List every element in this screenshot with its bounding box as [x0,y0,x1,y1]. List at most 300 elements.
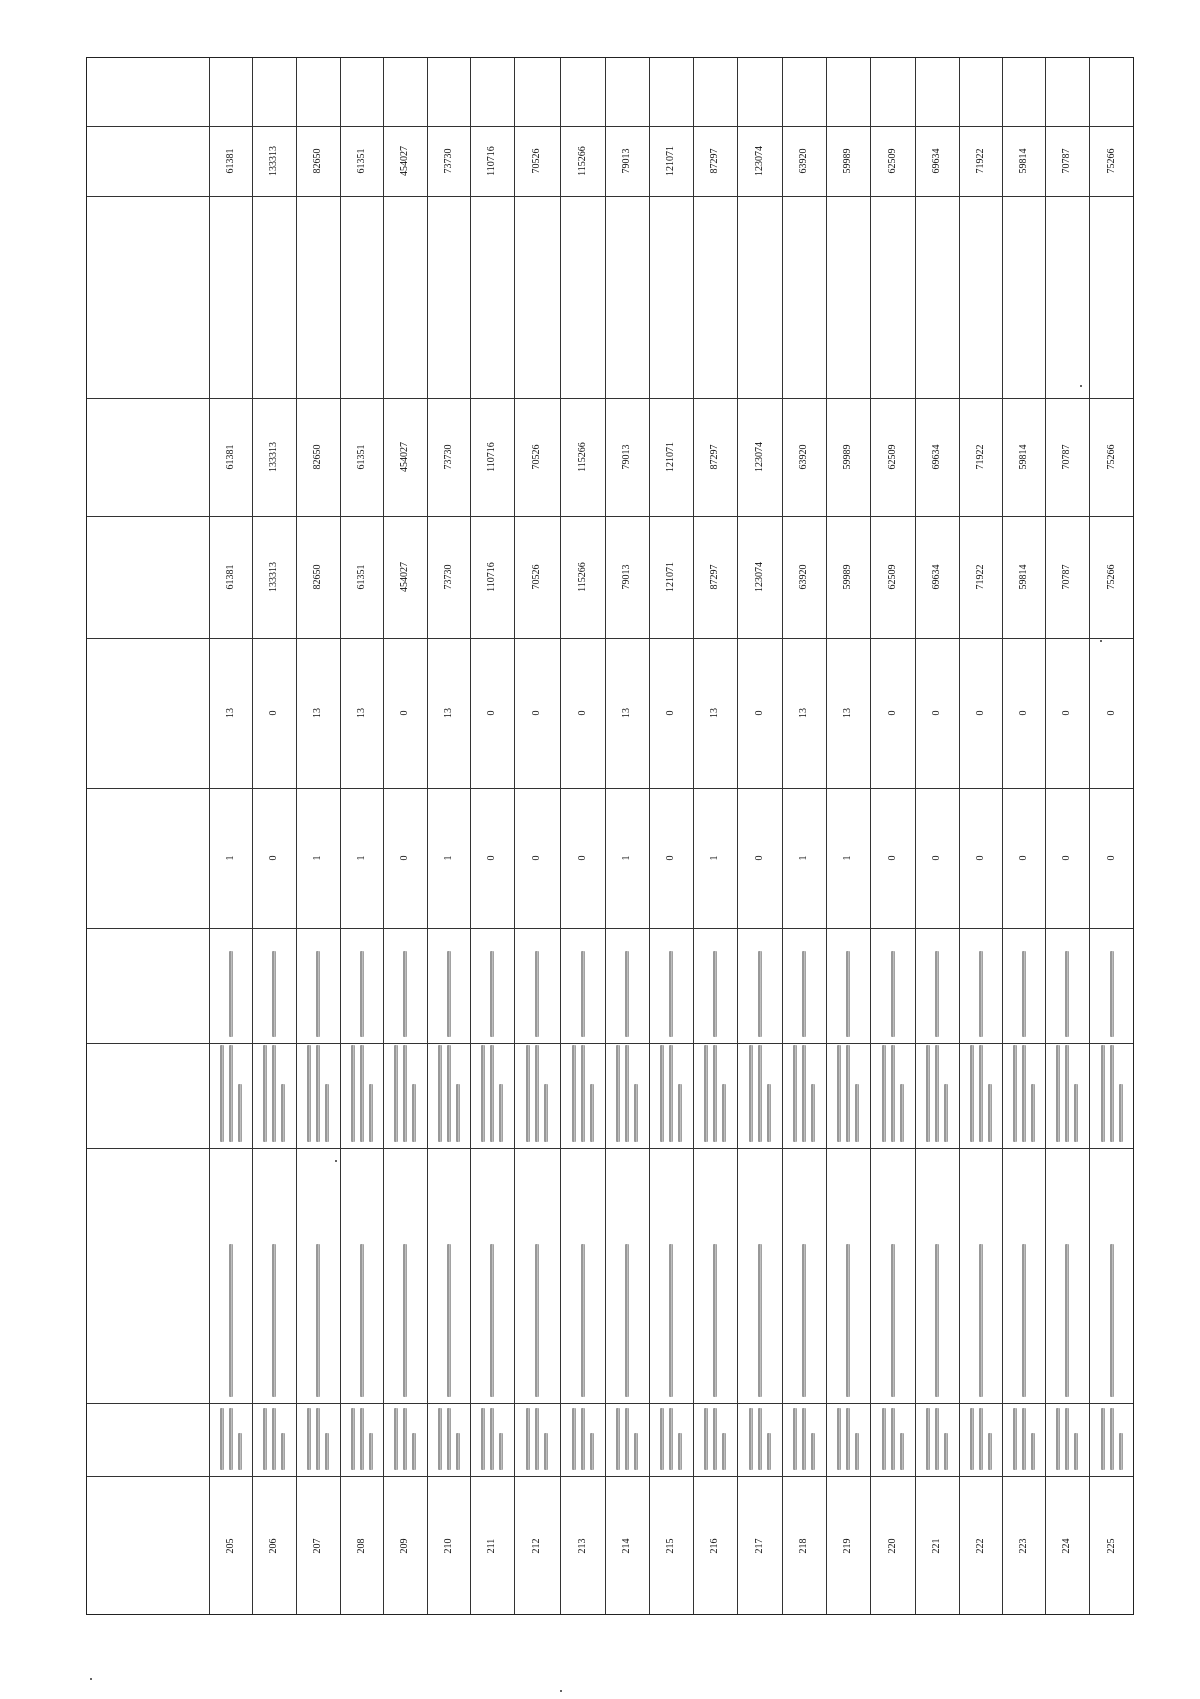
illegible-text-line [758,951,762,1037]
illegible-text-line [669,1408,673,1470]
column-divider [87,638,1133,639]
illegible-text-line [634,1084,638,1142]
illegible-text-line [1056,1045,1060,1142]
cell-v1: 69634 [931,564,942,590]
scan-speck [90,1678,92,1680]
row-divider [737,58,738,1614]
row-divider [427,58,428,1614]
illegible-text-line [749,1045,753,1142]
cell-v4: 69634 [931,148,942,174]
cell-v2: 87297 [709,444,720,470]
cell-v2: 121071 [665,442,676,472]
illegible-text-line [412,1433,416,1470]
illegible-text-line [1119,1084,1123,1142]
cell-c5: 1 [709,855,720,861]
illegible-text-line [581,1408,585,1470]
cell-c6: 0 [931,710,942,716]
illegible-text-line [544,1433,548,1470]
cell-c5: 0 [268,855,279,861]
illegible-text-line [625,1408,629,1470]
cell-c6: 0 [1017,710,1029,716]
cell-v1: 59814 [1017,564,1029,590]
cell-v2: 110716 [486,442,497,472]
cell-c6: 13 [842,708,853,718]
illegible-text-line [438,1408,442,1470]
illegible-text-line [704,1045,708,1142]
cell-v2: 454027 [399,442,410,472]
cell-c6: 13 [709,708,720,718]
illegible-text-line [360,1408,364,1470]
cell-num: 205 [224,1538,236,1554]
row-divider [383,58,384,1614]
illegible-text-line [590,1433,594,1470]
illegible-text-line [758,1408,762,1470]
illegible-text-line [811,1433,815,1470]
illegible-text-line [616,1408,620,1470]
illegible-text-line [447,1045,451,1142]
cell-v2: 82650 [312,444,323,470]
cell-v1: 61351 [355,564,367,590]
illegible-text-line [360,1045,364,1142]
illegible-text-line [1101,1408,1105,1470]
cell-c5: 1 [224,855,236,861]
illegible-text-line [456,1084,460,1142]
illegible-text-line [490,1408,494,1470]
cell-v4: 61381 [224,148,236,174]
cell-v1: 121071 [665,562,676,592]
illegible-text-line [544,1084,548,1142]
cell-c5: 1 [798,855,809,861]
illegible-text-line [846,951,850,1037]
cell-v1: 454027 [399,562,410,592]
illegible-text-line [456,1433,460,1470]
illegible-text-line [855,1433,859,1470]
cell-v4: 59814 [1017,148,1029,174]
illegible-text-line [581,951,585,1037]
illegible-text-line [1031,1084,1035,1142]
illegible-text-line [447,951,451,1037]
row-divider [649,58,650,1614]
illegible-text-line [891,1244,895,1397]
illegible-text-line [281,1084,285,1142]
illegible-text-line [394,1045,398,1142]
illegible-text-line [307,1408,311,1470]
cell-v1: 133313 [268,562,279,592]
illegible-text-line [316,951,320,1037]
illegible-text-line [935,951,939,1037]
illegible-text-line [891,1408,895,1470]
illegible-text-line [935,1408,939,1470]
cell-c5: 1 [442,855,454,861]
cell-v2: 59989 [842,444,853,470]
cell-c6: 0 [268,710,279,716]
illegible-text-line [970,1045,974,1142]
illegible-text-line [307,1045,311,1142]
illegible-text-line [1065,1045,1069,1142]
row-divider [209,58,210,1614]
cell-v2: 62509 [886,444,898,470]
cell-c6: 13 [355,708,367,718]
column-divider [87,1476,1133,1477]
column-divider [87,1403,1133,1404]
illegible-text-line [490,1045,494,1142]
cell-c6: 0 [531,710,542,716]
cell-v4: 454027 [399,146,410,176]
illegible-text-line [499,1433,503,1470]
cell-v1: 87297 [709,564,720,590]
cell-v4: 63920 [798,148,809,174]
cell-c6: 13 [312,708,323,718]
illegible-text-line [669,1045,673,1142]
cell-c6: 13 [621,708,632,718]
cell-num: 213 [576,1538,588,1554]
illegible-text-line [369,1433,373,1470]
illegible-text-line [1119,1433,1123,1470]
cell-v2: 79013 [621,444,632,470]
cell-num: 207 [312,1538,323,1554]
cell-v2: 133313 [268,442,279,472]
illegible-text-line [891,951,895,1037]
illegible-text-line [447,1408,451,1470]
illegible-text-line [481,1045,485,1142]
illegible-text-line [394,1408,398,1470]
cell-c6: 0 [974,710,986,716]
illegible-text-line [660,1045,664,1142]
illegible-text-line [403,1408,407,1470]
cell-c5: 0 [531,855,542,861]
illegible-text-line [229,1408,233,1470]
illegible-text-line [882,1408,886,1470]
illegible-text-line [238,1433,242,1470]
cell-c5: 0 [665,855,676,861]
illegible-text-line [1110,951,1114,1037]
illegible-text-line [935,1045,939,1142]
cell-v1: 79013 [621,564,632,590]
column-divider [87,1043,1133,1044]
cell-c5: 0 [931,855,942,861]
row-divider [826,58,827,1614]
cell-v2: 61381 [224,444,236,470]
illegible-text-line [678,1433,682,1470]
column-divider [87,126,1133,127]
cell-v1: 123074 [753,562,765,592]
illegible-text-line [272,1045,276,1142]
illegible-text-line [802,1408,806,1470]
illegible-text-line [1031,1433,1035,1470]
illegible-text-line [403,1244,407,1397]
cell-c5: 1 [312,855,323,861]
illegible-text-line [316,1408,320,1470]
illegible-text-line [1013,1408,1017,1470]
illegible-text-line [229,951,233,1037]
illegible-text-line [581,1045,585,1142]
cell-v4: 133313 [268,146,279,176]
illegible-text-line [1110,1408,1114,1470]
illegible-text-line [1074,1433,1078,1470]
cell-c5: 0 [399,855,410,861]
illegible-text-line [360,951,364,1037]
illegible-text-line [713,951,717,1037]
cell-num: 208 [355,1538,367,1554]
scan-speck [335,1160,337,1162]
illegible-text-line [263,1045,267,1142]
illegible-text-line [1056,1408,1060,1470]
illegible-text-line [625,1045,629,1142]
illegible-text-line [979,951,983,1037]
illegible-text-line [767,1433,771,1470]
illegible-text-line [1065,951,1069,1037]
cell-num: 217 [753,1538,765,1554]
row-divider [252,58,253,1614]
illegible-text-line [403,1045,407,1142]
illegible-text-line [1013,1045,1017,1142]
cell-c5: 0 [486,855,497,861]
illegible-text-line [1022,951,1026,1037]
cell-num: 210 [442,1538,454,1554]
column-divider [87,398,1133,399]
illegible-text-line [535,1408,539,1470]
cell-c6: 0 [399,710,410,716]
illegible-text-line [616,1045,620,1142]
illegible-text-line [625,951,629,1037]
column-divider [87,928,1133,929]
cell-num: 220 [886,1538,898,1554]
cell-num: 218 [798,1538,809,1554]
cell-num: 219 [842,1538,853,1554]
column-divider [87,788,1133,789]
illegible-text-line [490,1244,494,1397]
cell-v1: 62509 [886,564,898,590]
cell-c6: 13 [442,708,454,718]
illegible-text-line [793,1045,797,1142]
cell-c5: 0 [753,855,765,861]
cell-num: 215 [665,1538,676,1554]
illegible-text-line [1101,1045,1105,1142]
row-divider [470,58,471,1614]
cell-v4: 71922 [974,148,986,174]
cell-num: 209 [399,1538,410,1554]
cell-num: 221 [931,1538,942,1554]
illegible-text-line [490,951,494,1037]
row-divider [782,58,783,1614]
cell-v2: 70787 [1061,444,1072,470]
cell-v1: 75266 [1106,564,1117,590]
illegible-text-line [758,1244,762,1397]
illegible-text-line [811,1084,815,1142]
cell-v4: 121071 [665,146,676,176]
illegible-text-line [1022,1045,1026,1142]
cell-v1: 63920 [798,564,809,590]
illegible-text-line [846,1408,850,1470]
cell-v2: 115266 [576,442,588,472]
illegible-text-line [926,1408,930,1470]
illegible-text-line [988,1084,992,1142]
scan-speck [560,1690,562,1692]
illegible-text-line [704,1408,708,1470]
illegible-text-line [837,1045,841,1142]
cell-v1: 70787 [1061,564,1072,590]
cell-v4: 70526 [531,148,542,174]
cell-c5: 0 [1017,855,1029,861]
cell-v4: 75266 [1106,148,1117,174]
illegible-text-line [979,1244,983,1397]
illegible-text-line [281,1433,285,1470]
illegible-text-line [325,1433,329,1470]
row-divider [959,58,960,1614]
illegible-text-line [272,1408,276,1470]
illegible-text-line [979,1045,983,1142]
cell-v2: 73730 [442,444,454,470]
cell-v4: 61351 [355,148,367,174]
cell-v4: 82650 [312,148,323,174]
illegible-text-line [1074,1084,1078,1142]
cell-num: 225 [1106,1538,1117,1554]
cell-v4: 79013 [621,148,632,174]
column-divider [87,516,1133,517]
cell-c6: 0 [486,710,497,716]
illegible-text-line [535,1244,539,1397]
cell-v1: 61381 [224,564,236,590]
row-divider [870,58,871,1614]
cell-c6: 0 [1061,710,1072,716]
illegible-text-line [438,1045,442,1142]
illegible-text-line [802,951,806,1037]
cell-c5: 1 [355,855,367,861]
illegible-text-line [767,1084,771,1142]
illegible-text-line [793,1408,797,1470]
illegible-text-line [447,1244,451,1397]
row-divider [514,58,515,1614]
illegible-text-line [535,1045,539,1142]
row-divider [296,58,297,1614]
illegible-text-line [526,1408,530,1470]
illegible-text-line [882,1045,886,1142]
cell-c5: 0 [886,855,898,861]
illegible-text-line [1065,1244,1069,1397]
illegible-text-line [926,1045,930,1142]
illegible-text-line [572,1408,576,1470]
cell-num: 214 [621,1538,632,1554]
illegible-text-line [229,1244,233,1397]
cell-v2: 63920 [798,444,809,470]
illegible-text-line [220,1408,224,1470]
cell-c5: 1 [621,855,632,861]
row-divider [1089,58,1090,1614]
cell-v1: 59989 [842,564,853,590]
row-divider [693,58,694,1614]
illegible-text-line [846,1244,850,1397]
illegible-text-line [722,1433,726,1470]
illegible-text-line [316,1045,320,1142]
scan-speck [1080,385,1082,387]
illegible-text-line [669,1244,673,1397]
cell-v1: 115266 [576,562,588,592]
illegible-text-line [722,1084,726,1142]
illegible-text-line [935,1244,939,1397]
illegible-text-line [900,1084,904,1142]
illegible-text-line [988,1433,992,1470]
illegible-text-line [837,1408,841,1470]
cell-v4: 59989 [842,148,853,174]
illegible-text-line [891,1045,895,1142]
cell-c6: 0 [576,710,588,716]
illegible-text-line [351,1045,355,1142]
row-divider [915,58,916,1614]
cell-c5: 0 [576,855,588,861]
illegible-text-line [220,1045,224,1142]
row-divider [340,58,341,1614]
column-divider [87,1148,1133,1149]
illegible-text-line [678,1084,682,1142]
cell-v2: 59814 [1017,444,1029,470]
illegible-text-line [263,1408,267,1470]
cell-v1: 110716 [486,562,497,592]
cell-c5: 0 [1106,855,1117,861]
cell-v1: 71922 [974,564,986,590]
illegible-text-line [238,1084,242,1142]
illegible-text-line [369,1084,373,1142]
illegible-text-line [1110,1045,1114,1142]
illegible-text-line [351,1408,355,1470]
cell-c6: 0 [665,710,676,716]
column-divider [87,196,1133,197]
illegible-text-line [846,1045,850,1142]
cell-c6: 0 [886,710,898,716]
cell-v4: 123074 [753,146,765,176]
illegible-text-line [749,1408,753,1470]
illegible-text-line [1022,1244,1026,1397]
cell-v4: 87297 [709,148,720,174]
cell-c5: 1 [842,855,853,861]
illegible-text-line [660,1408,664,1470]
cell-v2: 71922 [974,444,986,470]
cell-v4: 73730 [442,148,454,174]
cell-v4: 110716 [486,146,497,176]
illegible-text-line [944,1433,948,1470]
illegible-text-line [855,1084,859,1142]
illegible-text-line [499,1084,503,1142]
illegible-text-line [1110,1244,1114,1397]
cell-c6: 13 [798,708,809,718]
illegible-text-line [1022,1408,1026,1470]
illegible-text-line [625,1244,629,1397]
illegible-text-line [229,1045,233,1142]
cell-v4: 115266 [576,146,588,176]
illegible-text-line [758,1045,762,1142]
cell-c6: 0 [753,710,765,716]
illegible-text-line [526,1045,530,1142]
illegible-text-line [572,1045,576,1142]
illegible-text-line [979,1408,983,1470]
cell-num: 223 [1017,1538,1029,1554]
cell-c5: 0 [1061,855,1072,861]
illegible-text-line [272,951,276,1037]
cell-num: 206 [268,1538,279,1554]
illegible-text-line [944,1084,948,1142]
illegible-text-line [403,951,407,1037]
cell-num: 212 [531,1538,542,1554]
cell-v2: 69634 [931,444,942,470]
cell-num: 211 [486,1538,497,1554]
cell-v2: 75266 [1106,444,1117,470]
cell-c6: 0 [1106,710,1117,716]
cell-num: 216 [709,1538,720,1554]
illegible-text-line [713,1244,717,1397]
illegible-text-line [634,1433,638,1470]
illegible-text-line [590,1084,594,1142]
illegible-text-line [481,1408,485,1470]
cell-num: 224 [1061,1538,1072,1554]
